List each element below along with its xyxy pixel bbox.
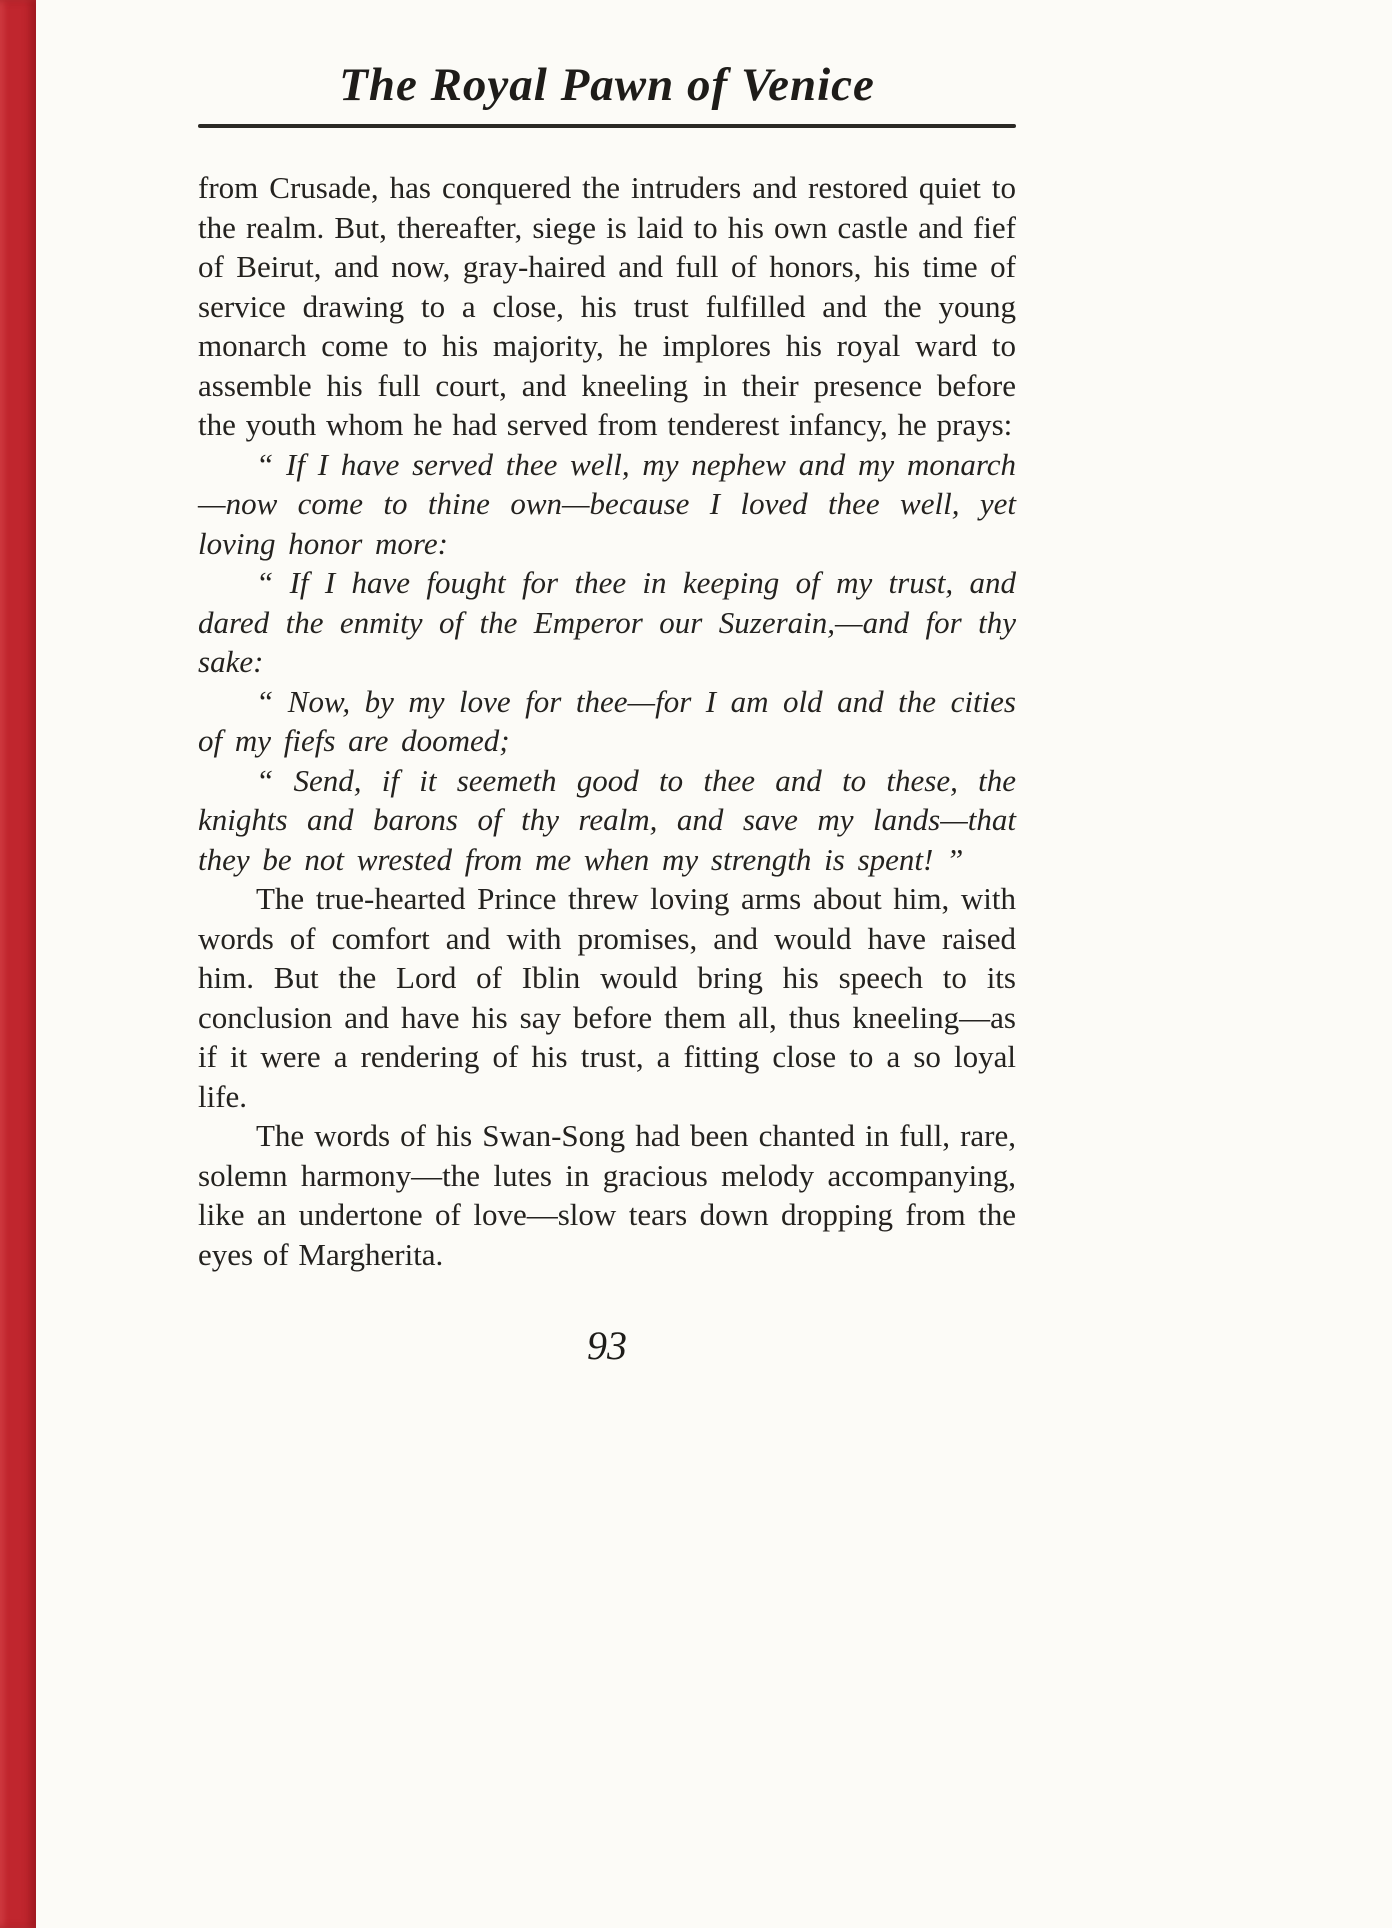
paragraph: “ Now, by my love for thee—for I am old and the cities of my fiefs are doomed; (198, 683, 1016, 758)
paragraph: The words of his Swan-Song had been chanted in full, rare, solemn harmony—the lutes in gracious melody accompanying, like an undertone of love—slow tears down dropping from the eyes of Margherita. (198, 1118, 1016, 1272)
paragraph: from Crusade, has conquered the intruders and restored quiet to the realm. But, thereafter, siege is laid to his own castle and fief of Beirut, and now, gray-haired and full of honors, his time of service drawing to a close, his trust fulfilled and the young monarch come to his majority, he implores his royal ward to assemble his full court, and kneeling in their presence before the youth whom he had served from tenderest infancy, he prays: (198, 170, 1016, 442)
header-rule (198, 124, 1016, 128)
page-number: 93 (587, 1323, 627, 1368)
paragraph: The true-hearted Prince threw loving arms about him, with words of comfort and with promises, and would have raised him. But the Lord of Iblin would bring his speech to its conclusion and have his say before them all, thus kneeling—as if it were a rendering of his trust, a fitting close to a so loyal life. (198, 881, 1016, 1114)
paragraph: “ If I have fought for thee in keeping of my trust, and dared the enmity of the Emperor our Suzerain,—and for thy sake: (198, 565, 1016, 679)
paragraph: “ Send, if it seemeth good to thee and to these, the knights and barons of thy realm, and save my lands—that they be not wrested from me when my strength is spent! ” (198, 762, 1016, 877)
page-content (198, 0, 1016, 1369)
page-edge-strip (0, 0, 36, 1928)
page-body (198, 168, 1016, 1274)
page-header (198, 0, 1016, 128)
running-header-title: The Royal Pawn of Venice (339, 59, 875, 111)
paragraph: “ If I have served thee well, my nephew and my monarch—now come to thine own—because I loved thee well, yet loving honor more: (198, 446, 1016, 561)
